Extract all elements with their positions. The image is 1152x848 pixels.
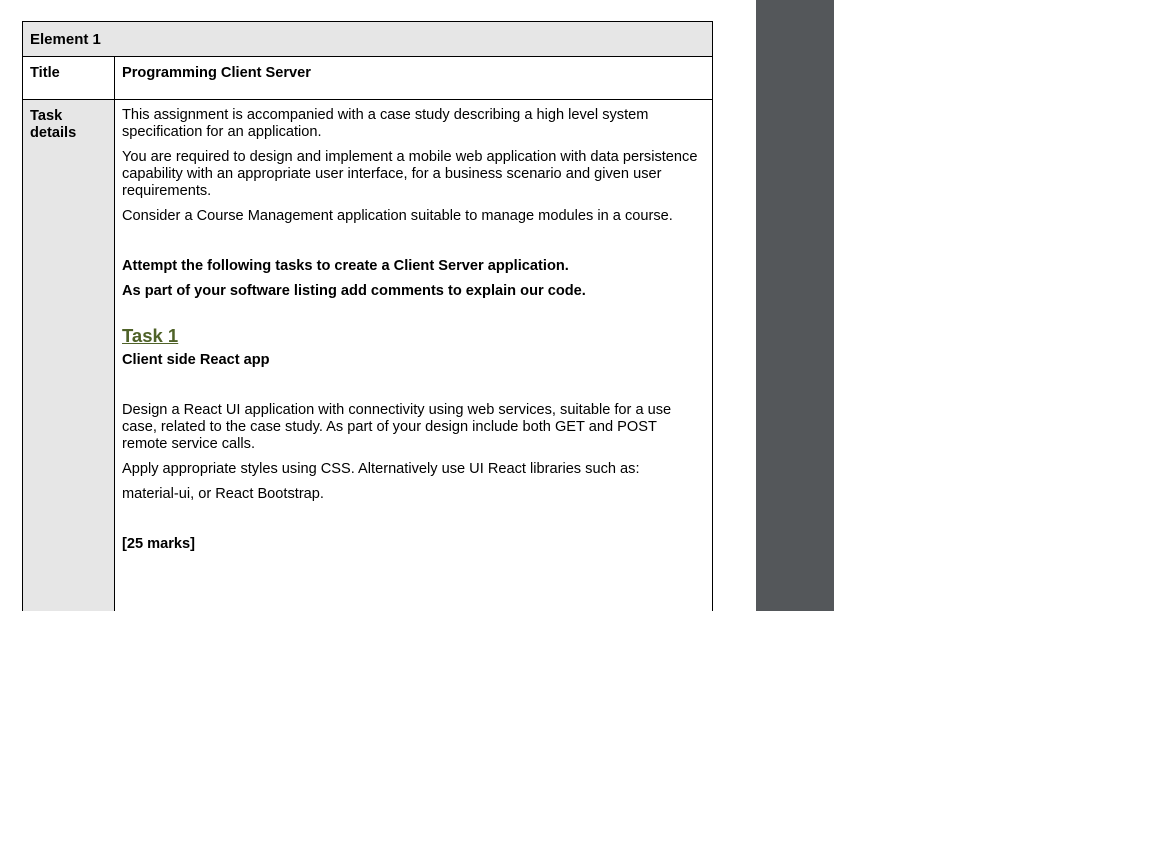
title-row <box>23 57 713 100</box>
intro-paragraph: Consider a Course Management application suitable to manage modules in a course. <box>122 208 673 224</box>
instruction-line: As part of your software listing add comments to explain our code. <box>122 283 586 299</box>
instruction-line: Attempt the following tasks to create a Client Server application. <box>122 258 569 274</box>
spacer <box>122 233 705 258</box>
task-details-row <box>23 100 713 612</box>
task-details-label-line2: details <box>30 125 77 141</box>
task-paragraph: material-ui, or React Bootstrap. <box>122 486 324 502</box>
element-header-row <box>23 22 713 57</box>
spacer <box>122 377 705 402</box>
task-subheading: Client side React app <box>122 352 270 368</box>
title-value: Programming Client Server <box>115 57 713 100</box>
viewer-side-gutter <box>756 0 834 611</box>
task-details-label-line1: Task <box>30 108 63 124</box>
intro-paragraph: You are required to design and implement a mobile web application with data persistence capability with an appropriate user interface, for a business scenario and given user requirements. <box>122 149 698 199</box>
task-paragraph: Design a React UI application with connectivity using web services, suitable for a use case, related to the case study. As part of your design include both GET and POST remote service calls. <box>122 402 672 452</box>
assignment-element-table <box>22 21 713 611</box>
title-label: Title <box>23 57 115 100</box>
element-heading: Element 1 <box>23 22 713 57</box>
task-details-label <box>23 100 115 612</box>
task-marks: [25 marks] <box>122 536 196 552</box>
intro-paragraph: This assignment is accompanied with a case study describing a high level system specification for an application. <box>122 107 649 140</box>
task-details-content <box>115 100 713 612</box>
task-heading: Task 1 <box>122 325 179 346</box>
task-paragraph: Apply appropriate styles using CSS. Alternatively use UI React libraries such as: <box>122 461 640 477</box>
spacer <box>122 511 705 536</box>
